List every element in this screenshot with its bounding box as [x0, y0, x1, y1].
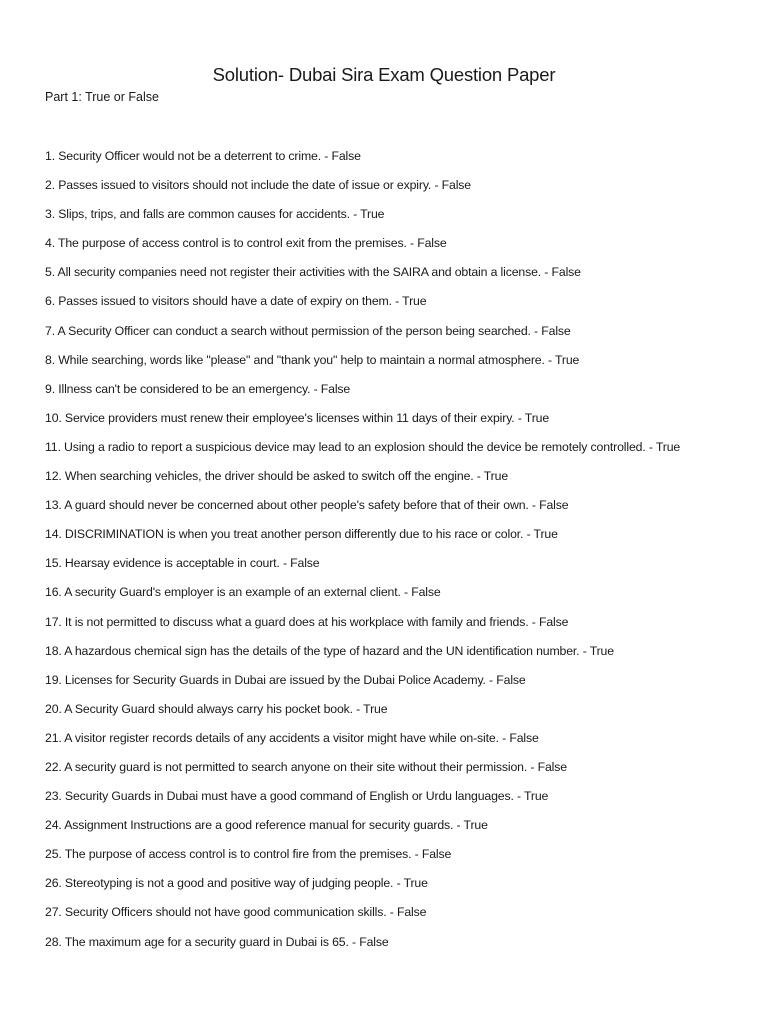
- question-item: 28. The maximum age for a security guard in Dubai is 65. - False: [45, 934, 389, 949]
- question-item: 15. Hearsay evidence is acceptable in court. - False: [45, 556, 320, 571]
- question-item: 26. Stereotyping is not a good and positive way of judging people. - True: [45, 876, 428, 891]
- question-item: 8. While searching, words like "please" and "thank you" help to maintain a normal atmosphere. - True: [45, 352, 580, 367]
- question-item: 23. Security Guards in Dubai must have a good command of English or Urdu languages. - True: [45, 789, 549, 804]
- question-item: 21. A visitor register records details of any accidents a visitor might have while on-site. - False: [45, 730, 539, 745]
- question-item: 4. The purpose of access control is to control exit from the premises. - False: [45, 236, 447, 251]
- question-item: 24. Assignment Instructions are a good reference manual for security guards. - True: [45, 818, 488, 833]
- question-item: 9. Illness can't be considered to be an emergency. - False: [45, 381, 351, 396]
- question-item: 7. A Security Officer can conduct a search without permission of the person being searched. - False: [45, 323, 571, 338]
- question-item: 18. A hazardous chemical sign has the details of the type of hazard and the UN identification number. - True: [45, 643, 614, 658]
- question-item: 12. When searching vehicles, the driver should be asked to switch off the engine. - True: [45, 469, 509, 484]
- question-item: 17. It is not permitted to discuss what a guard does at his workplace with family and friends. - False: [45, 614, 569, 629]
- question-item: 25. The purpose of access control is to control fire from the premises. - False: [45, 847, 452, 862]
- question-item: 10. Service providers must renew their employee's licenses within 11 days of their expiry. - True: [45, 410, 550, 425]
- question-item: 19. Licenses for Security Guards in Dubai are issued by the Dubai Police Academy. - False: [45, 672, 526, 687]
- question-item: 3. Slips, trips, and falls are common causes for accidents. - True: [45, 207, 385, 222]
- question-item: 5. All security companies need not register their activities with the SAIRA and obtain a license. - False: [45, 265, 581, 280]
- question-item: 22. A security guard is not permitted to search anyone on their site without their permission. - False: [45, 759, 567, 774]
- question-list: [45, 147, 763, 962]
- question-item: 27. Security Officers should not have good communication skills. - False: [45, 905, 427, 920]
- question-item: 6. Passes issued to visitors should have a date of expiry on them. - True: [45, 294, 427, 309]
- page-title: Solution- Dubai Sira Exam Question Paper: [212, 64, 556, 85]
- question-item: 1. Security Officer would not be a deterrent to crime. - False: [45, 149, 361, 163]
- question-item: 2. Passes issued to visitors should not include the date of issue or expiry. - False: [45, 178, 471, 193]
- question-item: 13. A guard should never be concerned about other people's safety before that of their own. - False: [45, 498, 569, 513]
- question-item: 16. A security Guard's employer is an example of an external client. - False: [45, 585, 441, 600]
- question-item: 11. Using a radio to report a suspicious device may lead to an explosion should the device be remotely controlled. - True: [45, 439, 681, 454]
- section-heading: Part 1: True or False: [45, 90, 159, 104]
- question-item: 14. DISCRIMINATION is when you treat another person differently due to his race or color. - True: [45, 527, 558, 542]
- question-item: 20. A Security Guard should always carry his pocket book. - True: [45, 701, 388, 716]
